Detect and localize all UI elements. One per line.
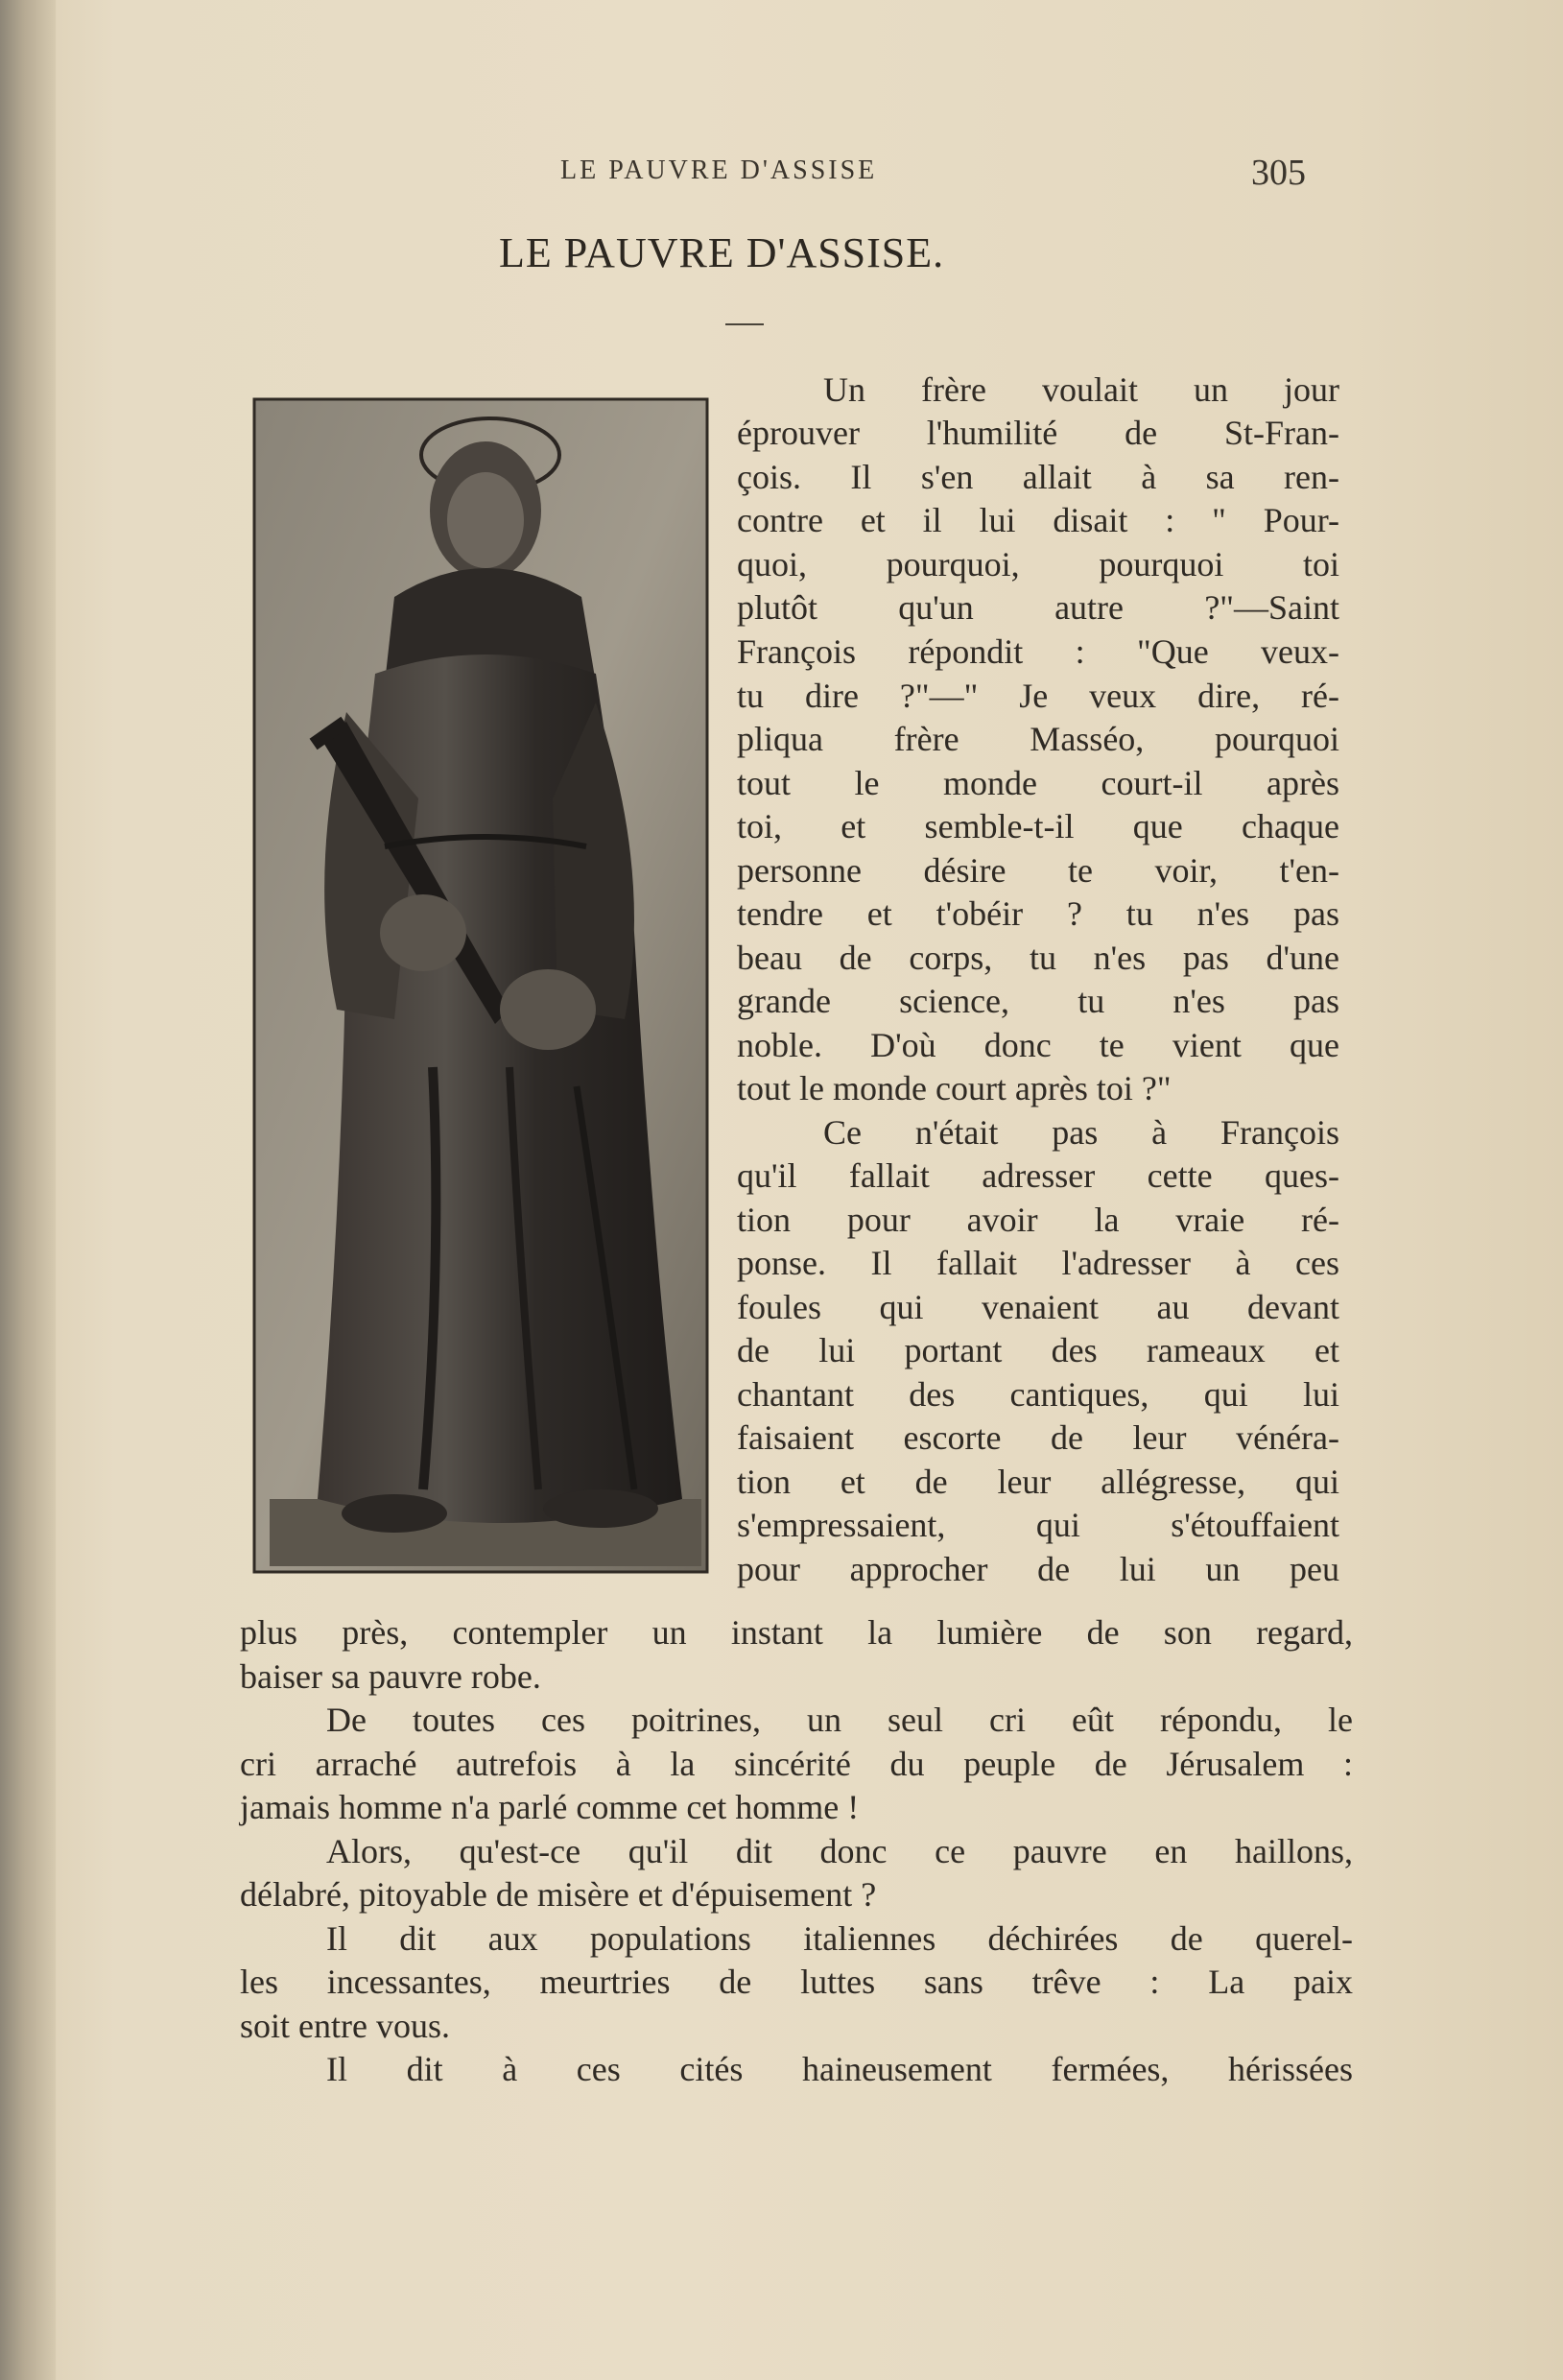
body-line: Il dit à ces cités haineusement fermées, hérissées: [326, 2050, 1353, 2088]
body-line: tendre et t'obéir ? tu n'es pas: [737, 894, 1339, 933]
body-line: chantant des cantiques, qui lui: [737, 1375, 1339, 1414]
body-line: De toutes ces poitrines, un seul cri eût répondu, le: [326, 1701, 1353, 1739]
body-line: cri arraché autrefois à la sincérité du peuple de Jérusalem :: [240, 1745, 1353, 1783]
body-line: éprouver l'humilité de St-Fran-: [737, 414, 1339, 452]
body-line: François répondit : "Que veux-: [737, 632, 1339, 671]
body-line: les incessantes, meurtries de luttes sans trêve : La paix: [240, 1963, 1353, 2001]
body-line: pour approcher de lui un peu: [737, 1550, 1339, 1588]
body-line: noble. D'où donc te vient que: [737, 1026, 1339, 1064]
page-gutter: [0, 0, 56, 2380]
body-line: délabré, pitoyable de misère et d'épuisement ?: [240, 1875, 877, 1914]
body-line: contre et il lui disait : " Pour-: [737, 501, 1339, 539]
body-line: Ce n'était pas à François: [823, 1113, 1339, 1152]
body-line: ponse. Il fallait l'adresser à ces: [737, 1244, 1339, 1282]
body-line: qu'il fallait adresser cette ques-: [737, 1156, 1339, 1195]
body-line: grande science, tu n'es pas: [737, 982, 1339, 1020]
statue-illustration: [250, 395, 716, 1581]
body-line: quoi, pourquoi, pourquoi toi: [737, 545, 1339, 583]
body-line: Il dit aux populations italiennes déchirées de querel-: [326, 1919, 1353, 1958]
body-line: jamais homme n'a parlé comme cet homme !: [240, 1788, 860, 1826]
body-line: plus près, contempler un instant la lumière de son regard,: [240, 1613, 1353, 1652]
body-line: foules qui venaient au devant: [737, 1288, 1339, 1326]
page-number: 305: [1251, 153, 1306, 193]
body-line: toi, et semble-t-il que chaque: [737, 807, 1339, 845]
body-line: pliqua frère Masséo, pourquoi: [737, 720, 1339, 758]
body-line: s'empressaient, qui s'étouffaient: [737, 1506, 1339, 1544]
body-line: çois. Il s'en allait à sa ren-: [737, 458, 1339, 496]
body-line: tout le monde court-il après: [737, 764, 1339, 802]
body-line: faisaient escorte de leur vénéra-: [737, 1418, 1339, 1457]
body-line: Un frère voulait un jour: [823, 370, 1339, 409]
running-head: LE PAUVRE D'ASSISE: [560, 155, 878, 185]
body-line: baiser sa pauvre robe.: [240, 1657, 541, 1696]
body-line: tion et de leur allégresse, qui: [737, 1463, 1339, 1501]
body-line: personne désire te voir, t'en-: [737, 851, 1339, 890]
body-line: beau de corps, tu n'es pas d'une: [737, 939, 1339, 977]
body-line: tout le monde court après toi ?": [737, 1069, 1172, 1107]
body-line: plutôt qu'un autre ?"—Saint: [737, 588, 1339, 627]
body-line: Alors, qu'est-ce qu'il dit donc ce pauvre en haillons,: [326, 1832, 1353, 1870]
title-rule: [725, 323, 764, 325]
body-line: tu dire ?"—" Je veux dire, ré-: [737, 677, 1339, 715]
body-line: soit entre vous.: [240, 2007, 450, 2045]
body-line: tion pour avoir la vraie ré-: [737, 1201, 1339, 1239]
body-line: de lui portant des rameaux et: [737, 1331, 1339, 1369]
article-title: LE PAUVRE D'ASSISE.: [499, 229, 945, 276]
